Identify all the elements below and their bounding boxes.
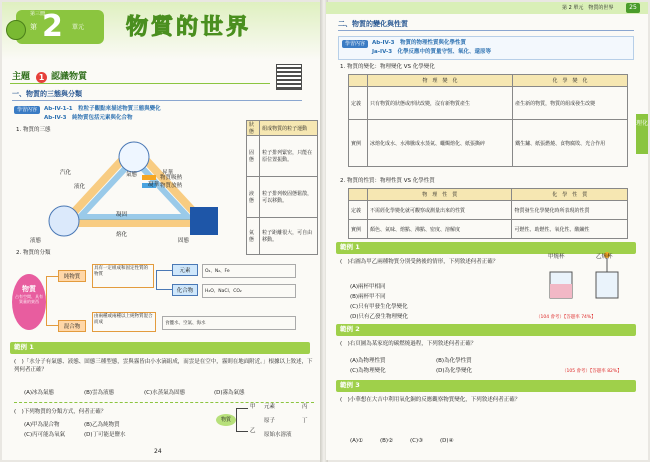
state-table-r0c1: 粒子排列緊密，只能在原位置振動。	[260, 136, 318, 177]
section-rule	[12, 100, 302, 101]
r-example-3-tag: 範例 3	[340, 381, 360, 389]
right-item-2: 2. 物質的性質：物理性質 VS 化學性質	[340, 178, 435, 184]
example-1-bar	[10, 342, 310, 354]
right-page	[326, 2, 648, 460]
qr-code[interactable]	[276, 64, 302, 90]
r-example-2-tag: 範例 2	[340, 325, 360, 333]
r-example-3-question: ( )小華想在大吉中利用氧化銅的反應觀察物質變化，下列敘述何者正確？	[340, 397, 521, 403]
states-cycle-svg	[24, 135, 244, 243]
prop-r1c1: 顏色、氣味、熔點、沸點、密度、溶解度	[368, 220, 512, 239]
topic-badge: 主題	[12, 72, 31, 82]
example-1-opt-d[interactable]: (D)霧為氣態	[214, 390, 245, 396]
states-diagram	[24, 135, 244, 243]
state-table-r1c0: 液態	[247, 177, 260, 218]
process-deposition: 凝華	[148, 182, 160, 188]
r-example-2-question: ( )右頁圖為某家庭的碳燃燒過程，下列敘述何者正確？	[340, 341, 477, 347]
prop-h0	[349, 189, 368, 201]
tree-node-a: 甲	[250, 404, 256, 410]
example-2-rule	[14, 402, 314, 403]
prop-r0c0: 定義	[349, 201, 368, 220]
topic-number: 1	[36, 72, 47, 83]
tree-node-b: 乙	[250, 428, 256, 434]
topic-bar	[10, 72, 270, 84]
classification-root-note: 占有空間、具有質量的東西	[15, 294, 43, 304]
change-r1c1: 冰熔化成水、水沸騰成水蒸氣、蠟燭熔化、紙張撕碎	[368, 120, 513, 167]
r-example-1-note: （104 會考）【答題率 74%】	[536, 315, 596, 320]
mixture-node: 混合物	[58, 320, 86, 332]
r-example-2-opt-c[interactable]: (C)為物理變化	[350, 368, 386, 374]
item-1-heading: 1. 物質的三態	[16, 127, 51, 133]
learning-line-1: Ab-IV-1-1 粒粒子觀點來描述物質三態與變化	[44, 106, 161, 112]
right-learning-line-2: Ja-IV-3 化學反應中的質量守恆、氧化、還原等	[372, 49, 492, 55]
change-h2: 化 學 變 化	[513, 75, 628, 87]
compound-examples: H₂O、NaCl、CO₂	[202, 284, 296, 298]
unit-suffix: 單元	[72, 24, 85, 31]
prop-h2: 化 學 性 質	[512, 189, 628, 201]
r-example-2-bar	[336, 324, 636, 336]
change-h1: 物 理 變 化	[368, 75, 513, 87]
tree-node-c: 丙	[302, 404, 308, 410]
legend-absorb-label: 物質吸熱	[160, 175, 183, 181]
r-example-3-opt-b[interactable]: (B)②	[380, 438, 393, 444]
tree-node-atom: 原子	[264, 418, 276, 424]
right-section-rule	[338, 30, 634, 31]
state-liquid: 液態	[30, 238, 42, 244]
side-tab[interactable]: 理化	[636, 114, 648, 154]
r-example-1-opt-c[interactable]: (C)只有甲發生化學變化	[350, 304, 408, 310]
state-table-r2c0: 氣態	[247, 218, 260, 255]
prop-r1c2: 可燃性、助燃性、氧化性、酸鹼性	[512, 220, 628, 239]
change-r1c2: 鐵生鏽、紙張燃燒、食物腐敗、光合作用	[513, 120, 628, 167]
class-connector	[46, 276, 58, 326]
change-table	[348, 74, 628, 167]
prop-r0c1: 不需經化學變化就可觀察或測量出來的性質	[368, 201, 512, 220]
state-solid: 固態	[178, 238, 190, 244]
r-example-3-opt-a[interactable]: (A)①	[350, 438, 363, 444]
state-table-h1: 組成物質的粒子運動	[260, 121, 318, 136]
topic-title: 認識物質	[51, 72, 88, 82]
right-item-1: 1. 物質的變化：物理變化 VS 化學變化	[340, 64, 435, 70]
unit-number: 2	[42, 9, 63, 44]
example-1-opt-b[interactable]: (B)雲為液態	[84, 390, 115, 396]
state-gas: 氣態	[126, 172, 138, 178]
r-example-2-opt-d[interactable]: (D)為化學變化	[436, 368, 473, 374]
r-example-1-question: ( )右圖為甲乙兩種物質分別受熱後的情形，下列敘述何者正確？	[340, 259, 499, 265]
tree-node-solution: 原始水溶液	[264, 432, 292, 438]
example-2-question: ( )下列物質的分類方式，何者正確？	[14, 409, 107, 415]
right-section-title: 二、物質的變化與性質	[338, 20, 408, 28]
right-header-unit: 第 2 單元 物質的世界	[562, 5, 614, 11]
example-2-opt-b[interactable]: (B)乙為純物質	[84, 422, 120, 428]
prop-r0c2: 物質發生化學變化時所表現的性質	[512, 201, 628, 220]
classification-root	[12, 274, 46, 330]
unit-label: 第	[30, 23, 37, 31]
process-condensation: 液化	[74, 184, 86, 190]
tree-node-element: 元素	[264, 404, 276, 410]
beaker-label-b: 乙燒杯	[596, 254, 613, 260]
prop-h1: 物 理 性 質	[368, 189, 512, 201]
learning-line-2: Ab-IV-3 純物質包括元素與化合物	[44, 115, 133, 121]
state-table-h0: 狀態	[247, 121, 260, 136]
process-sublimation: 昇華	[162, 170, 174, 176]
learning-tag: 學習內容	[14, 106, 40, 114]
process-vaporization: 汽化	[60, 170, 72, 176]
class-connector-2	[156, 270, 172, 290]
beaker-label-a: 甲燒杯	[548, 254, 565, 260]
r-example-2-note: （105 會考）【答題率 82%】	[562, 369, 622, 374]
compound-node: 化合物	[172, 284, 198, 296]
example-1-tag: 範例 1	[14, 343, 34, 351]
right-learning-tag: 學習內容	[342, 40, 368, 48]
left-page	[2, 2, 322, 460]
example-1-opt-c[interactable]: (C)水蒸氣為固態	[144, 390, 186, 396]
r-example-2-opt-a[interactable]: (A)為物理性質	[350, 358, 386, 364]
section-title: 一、物質的三態與分類	[12, 90, 82, 98]
legend-release-label: 物質放熱	[160, 183, 183, 189]
change-r0c1: 只有物質的狀態或形狀改變，沒有新物質產生	[368, 87, 513, 120]
change-r0c2: 產生新的物質，物質的組成發生改變	[513, 87, 628, 120]
example-2-opt-d[interactable]: (D)丁可能是鹽水	[84, 432, 126, 438]
state-table	[246, 120, 318, 255]
change-h0	[349, 75, 368, 87]
r-example-3-opt-d[interactable]: (D)④	[440, 438, 454, 444]
process-melting: 熔化	[116, 232, 128, 238]
tree-root: 物質	[216, 414, 236, 426]
pure-node: 純物質	[58, 270, 86, 282]
right-learning-line-1: Ab-IV-3 物質的物理性質與化學性質	[372, 40, 466, 46]
pure-note: 具有一定組成和固定性質的物質	[92, 264, 154, 288]
item-2-heading: 2. 物質的分類	[16, 250, 51, 256]
element-node: 元素	[172, 264, 198, 276]
prop-r1c0: 實例	[349, 220, 368, 239]
classification-root-title: 物質	[22, 285, 36, 293]
state-table-r0c0: 固態	[247, 136, 260, 177]
r-example-3-bar	[336, 380, 636, 392]
property-table	[348, 188, 628, 239]
r-example-3-opt-c[interactable]: (C)③	[410, 438, 424, 444]
example-1-question: ( )「水分子有氣態、液態、固態三種型態，雲與霧皆由小水滴組成，而雲是在空中，霧則在地面附近。」根據以上敘述，下列何者正確？	[14, 359, 313, 373]
example-2-opt-c[interactable]: (C)丙可能為氧氣	[24, 432, 66, 438]
mixture-examples: 食鹽水、空氣、海水	[162, 316, 296, 330]
state-table-r1c1: 粒子排列較固態鬆散，可以移動。	[260, 177, 318, 218]
r-example-2-opt-b[interactable]: (B)為化學性質	[436, 358, 472, 364]
mixture-note: 由兩種或兩種以上純物質混合而成	[92, 312, 156, 332]
tree-node-d: 丁	[302, 418, 308, 424]
example-2-opt-a[interactable]: (A)甲為混合物	[24, 422, 60, 428]
left-page-number: 24	[154, 448, 162, 455]
r-example-1-opt-a[interactable]: (A)兩杯甲相同	[350, 284, 386, 290]
unit-volume: 第三冊	[30, 11, 46, 17]
state-table-r2c1: 粒子距離很大，可自由移動。	[260, 218, 318, 255]
process-freezing: 凝固	[116, 212, 128, 218]
r-example-1-opt-b[interactable]: (B)兩杯甲不同	[350, 294, 386, 300]
right-page-number: 25	[626, 3, 640, 13]
apple-mascot-icon	[6, 20, 26, 40]
example-1-opt-a[interactable]: (A)冰為氣態	[24, 390, 55, 396]
change-r0c0: 定義	[349, 87, 368, 120]
element-examples: O₂、N₂、Fe	[202, 264, 296, 278]
tree-lines	[236, 408, 248, 432]
r-example-1-opt-d[interactable]: (D)只有乙發生物理變化	[350, 314, 409, 320]
r-example-1-tag: 範例 1	[340, 243, 360, 251]
chapter-title: 物質的世界	[126, 15, 252, 40]
change-r1c0: 實例	[349, 120, 368, 167]
